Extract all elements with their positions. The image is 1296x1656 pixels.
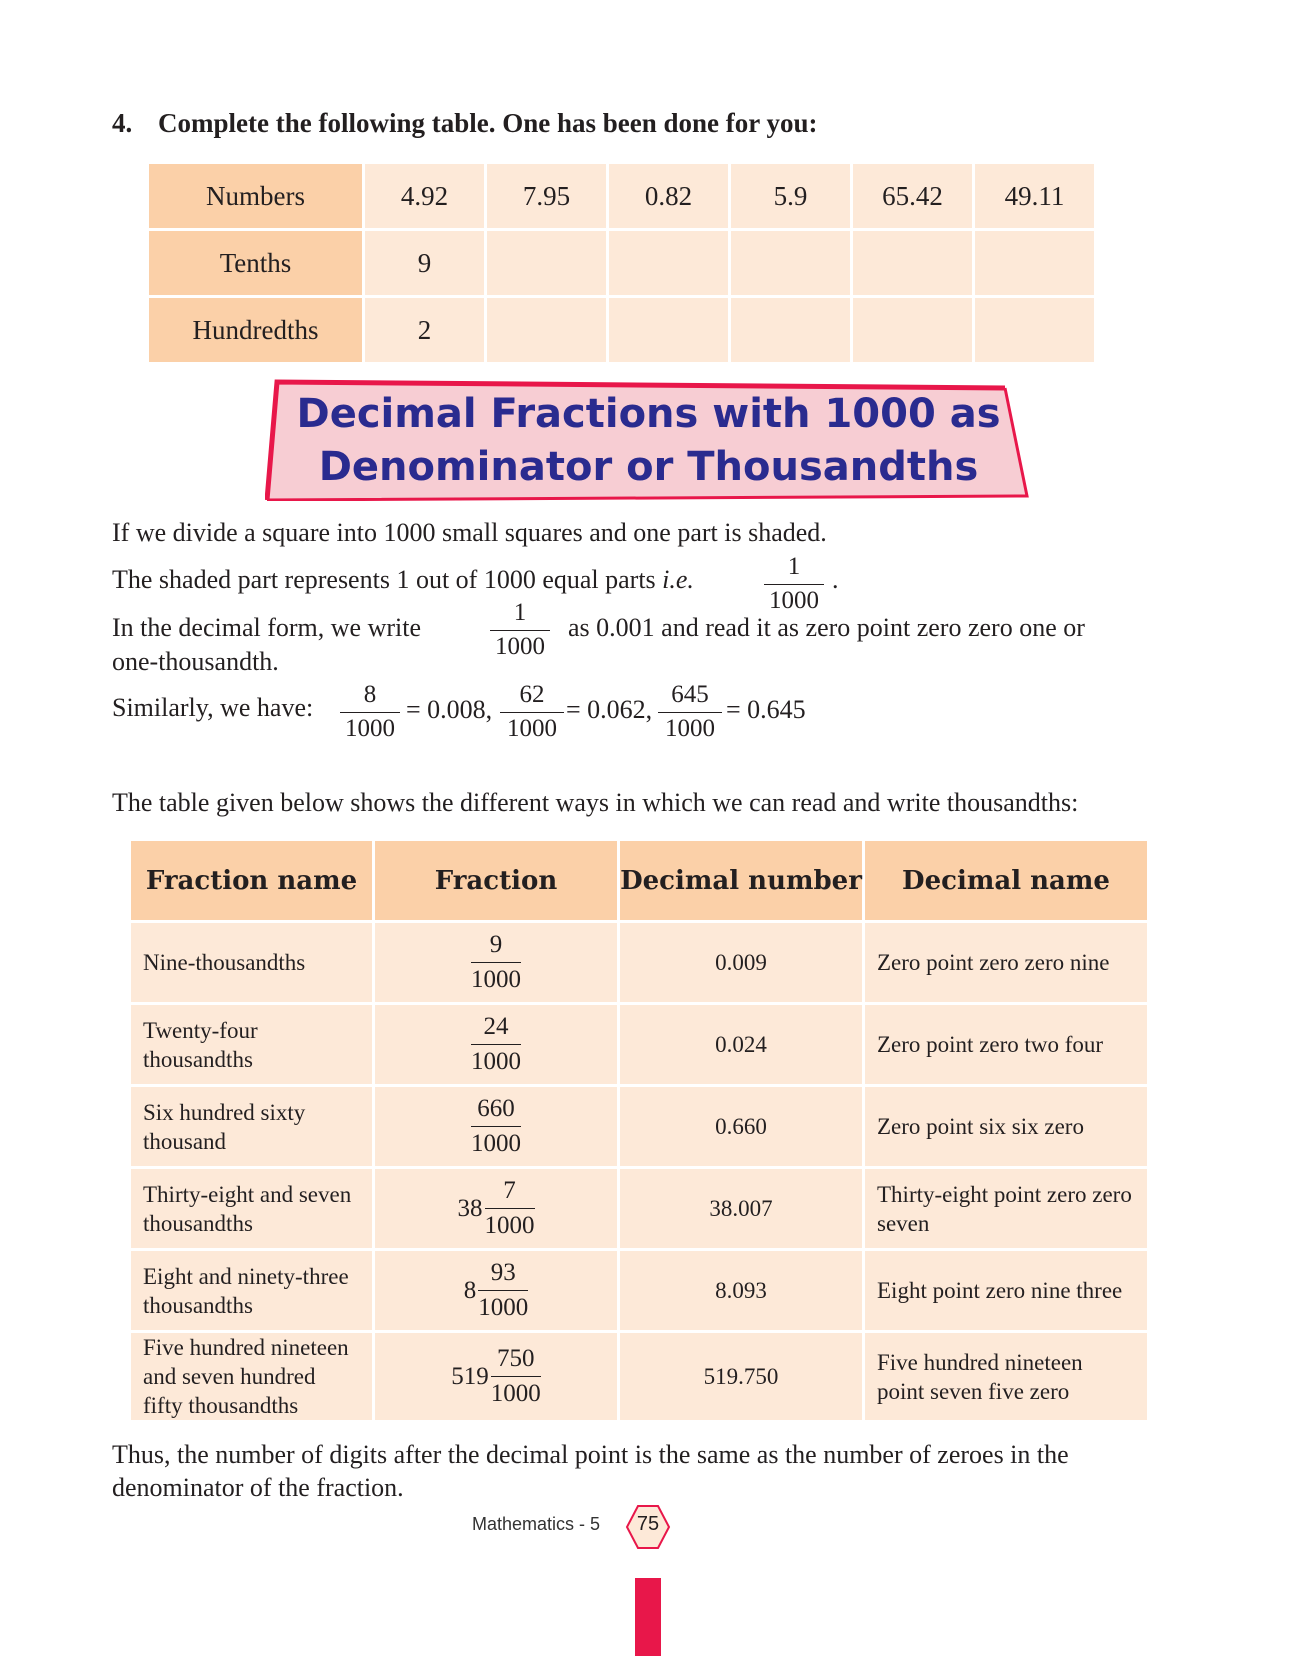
fraction-name-cell: Five hundred nineteen and seven hundred fifty thousandths [131, 1333, 372, 1420]
table-cell [975, 231, 1094, 295]
section-title-line-1: Decimal Fractions with 1000 as [296, 391, 1001, 437]
fraction-numerator: 8 [363, 681, 377, 708]
book-title: Mathematics - 5 [472, 1514, 601, 1534]
fraction-bar [491, 1376, 541, 1377]
fraction-numerator: 645 [671, 681, 709, 708]
fraction-cell [375, 923, 617, 1002]
table-cell [609, 298, 728, 362]
fraction-bar [764, 584, 824, 585]
ie-text: i.e. [662, 565, 694, 594]
fraction-name-cell: Nine-thousandths [131, 923, 372, 1002]
fraction-name-cell: Thirty-eight and seven thousandths [131, 1169, 372, 1248]
table-row [131, 1005, 1147, 1084]
fraction-cell [375, 1169, 617, 1248]
fraction-bar [490, 630, 550, 631]
table-row [131, 1087, 1147, 1166]
whole-number: 519 [451, 1363, 489, 1390]
fraction-denominator: 1000 [665, 715, 715, 742]
page-number: 75 [636, 1513, 660, 1535]
fraction-numerator: 93 [490, 1259, 516, 1286]
fraction-denominator: 1000 [345, 715, 395, 742]
fraction-one-thousandth [764, 552, 824, 616]
table-cell [731, 298, 850, 362]
table-cell [487, 231, 606, 295]
table-cell: 9 [365, 231, 484, 295]
fraction-numerator: 62 [519, 681, 545, 708]
conclusion-line-1: Thus, the number of digits after the decimal point is the same as the number of zeroes in the [112, 1440, 1069, 1469]
table-cell [853, 298, 972, 362]
decimal-name-cell: Eight point zero nine three [865, 1251, 1147, 1330]
fraction-denominator: 1000 [471, 1048, 521, 1075]
decimal-name-cell: Zero point six six zero [865, 1087, 1147, 1166]
table-cell [853, 231, 972, 295]
fraction-cell [375, 1251, 617, 1330]
section-title [265, 388, 1032, 494]
paragraph-5: The table given below shows the different ways in which we can read and write thousandths: [112, 788, 1079, 817]
table-cell [487, 298, 606, 362]
similarly-label: Similarly, we have: [112, 693, 314, 722]
decimal-name-cell: Zero point zero zero nine [865, 923, 1147, 1002]
table-cell [731, 231, 850, 295]
fraction-denominator: 1000 [495, 633, 545, 660]
fraction-name-cell: Twenty-four thousandths [131, 1005, 372, 1084]
column-header: Decimal number [620, 841, 862, 920]
page-edge-tab [635, 1578, 661, 1656]
paragraph-2-text: The shaded part represents 1 out of 1000 equal parts [112, 565, 663, 594]
decimal-name-cell: Zero point zero two four [865, 1005, 1147, 1084]
question-text: Complete the following table. One has been done for you: [158, 108, 818, 138]
whole-number: 38 [457, 1195, 483, 1222]
fraction-cell [375, 1005, 617, 1084]
paragraph-3-start: In the decimal form, we write [112, 613, 421, 642]
decimal-number-cell: 38.007 [620, 1169, 862, 1248]
decimal-number-cell: 0.024 [620, 1005, 862, 1084]
completion-table [146, 161, 1097, 365]
table-header-row [131, 841, 1147, 920]
example-fraction [658, 680, 722, 744]
fraction-numerator: 24 [483, 1013, 509, 1040]
fraction-cell [375, 1087, 617, 1166]
table-row [149, 164, 1094, 228]
fraction-cell [375, 1333, 617, 1420]
table-cell [975, 298, 1094, 362]
fraction-numerator: 9 [489, 931, 503, 958]
fraction-bar [478, 1290, 528, 1291]
row-header: Hundredths [149, 298, 362, 362]
table-cell: 4.92 [365, 164, 484, 228]
fraction-numerator: 660 [477, 1095, 515, 1122]
fraction-denominator: 1000 [478, 1294, 529, 1321]
example-equals: = 0.062, [566, 695, 653, 724]
fraction-one-thousandth [490, 598, 550, 662]
fraction-bar [471, 1044, 521, 1045]
table-row [131, 1169, 1147, 1248]
table-cell: 5.9 [731, 164, 850, 228]
column-header: Fraction name [131, 841, 372, 920]
fraction-denominator: 1000 [484, 1212, 535, 1239]
decimal-name-cell: Thirty-eight point zero zero seven [865, 1169, 1147, 1248]
fraction-bar [340, 712, 400, 713]
table-row [149, 298, 1094, 362]
question-title [112, 108, 818, 139]
section-title-line-2: Denominator or Thousandths [318, 444, 979, 490]
fraction-denominator: 1000 [769, 587, 819, 614]
example-equals: = 0.008, [406, 695, 493, 724]
decimal-number-cell: 8.093 [620, 1251, 862, 1330]
fraction-name-cell: Eight and ninety-three thousandths [131, 1251, 372, 1330]
fraction-bar [471, 1126, 521, 1127]
table-row [131, 1251, 1147, 1330]
fraction-bar [471, 962, 521, 963]
table-row [149, 231, 1094, 295]
decimal-name-cell: Five hundred nineteen point seven five zero [865, 1333, 1147, 1420]
row-header: Tenths [149, 231, 362, 295]
column-header: Decimal name [865, 841, 1147, 920]
table-row [131, 923, 1147, 1002]
fraction-numerator: 7 [503, 1177, 516, 1204]
table-cell: 65.42 [853, 164, 972, 228]
paragraph-1: If we divide a square into 1000 small squares and one part is shaded. [112, 518, 827, 547]
paragraph-2 [112, 565, 694, 595]
thousandths-table [128, 838, 1150, 1423]
table-cell: 49.11 [975, 164, 1094, 228]
table-cell: 2 [365, 298, 484, 362]
conclusion-line-2: denominator of the fraction. [112, 1473, 404, 1502]
example-fraction [500, 680, 564, 744]
table-cell: 7.95 [487, 164, 606, 228]
table-row [131, 1333, 1147, 1420]
example-fraction [340, 680, 400, 744]
fraction-denominator: 1000 [471, 1130, 521, 1157]
fraction-numerator: 1 [787, 553, 801, 580]
fraction-bar [500, 712, 564, 713]
fraction-name-cell: Six hundred sixty thousand [131, 1087, 372, 1166]
fraction-bar [658, 712, 722, 713]
paragraph-2-period: . [832, 565, 839, 594]
example-equals: = 0.645 [726, 695, 806, 724]
decimal-number-cell: 0.660 [620, 1087, 862, 1166]
paragraph-3-continued: one-thousandth. [112, 647, 279, 676]
row-header: Numbers [149, 164, 362, 228]
column-header: Fraction [375, 841, 617, 920]
fraction-denominator: 1000 [507, 715, 557, 742]
question-number: 4. [112, 108, 133, 138]
fraction-numerator: 750 [497, 1345, 535, 1372]
fraction-numerator: 1 [513, 599, 527, 626]
table-cell [609, 231, 728, 295]
decimal-number-cell: 0.009 [620, 923, 862, 1002]
fraction-bar [485, 1208, 535, 1209]
decimal-number-cell: 519.750 [620, 1333, 862, 1420]
fraction-denominator: 1000 [471, 966, 521, 993]
paragraph-3-end: as 0.001 and read it as zero point zero zero one or [568, 613, 1085, 642]
fraction-denominator: 1000 [490, 1380, 541, 1407]
whole-number: 8 [463, 1277, 477, 1304]
table-cell: 0.82 [609, 164, 728, 228]
